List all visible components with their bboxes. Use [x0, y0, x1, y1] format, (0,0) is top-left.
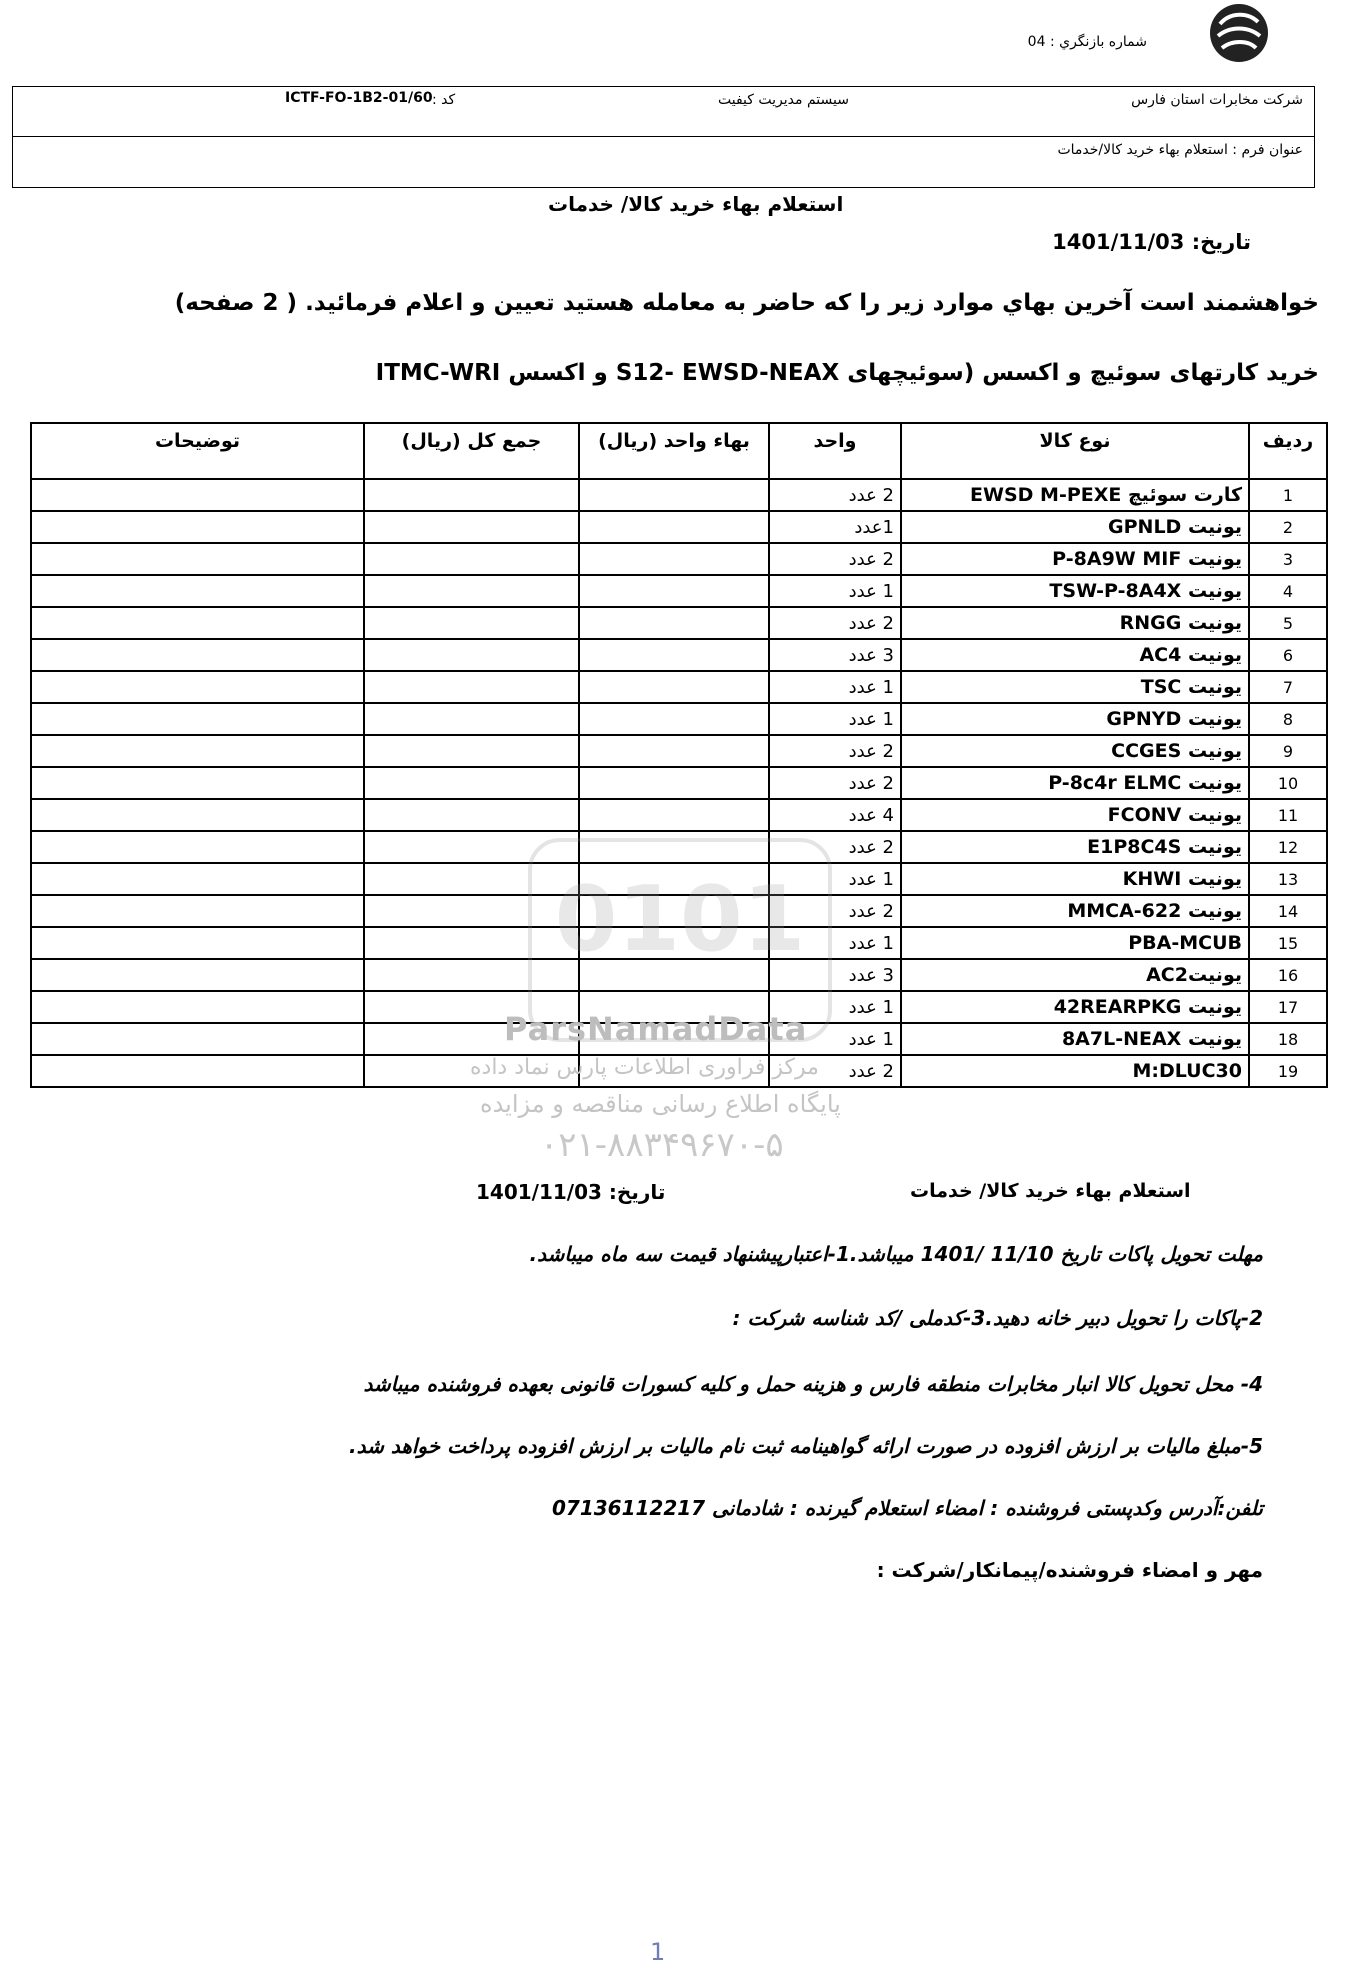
condition-line-2: 2-پاکات را تحویل دبیر خانه دهید.3-کدملی /کد شناسه شرکت : — [732, 1306, 1263, 1330]
footer-title: استعلام بهاء خريد کالا/ خدمات — [910, 1180, 1191, 1202]
notes-cell — [31, 799, 364, 831]
request-text: خواهشمند است آخرين بهاي موارد زير را که حاضر به معامله هستيد تعيين و اعلام فرمائيد. ( 2 صفحه) — [174, 290, 1319, 316]
notes-cell — [31, 671, 364, 703]
revision-number: شماره بازنگري : 04 — [1027, 34, 1147, 50]
notes-cell — [31, 511, 364, 543]
contact-line: تلفن:آدرس وکدپستی فروشنده : امضاء استعلام گیرنده : شادمانی 07136112217 — [552, 1496, 1263, 1520]
unit-cell: 2 عدد — [769, 543, 901, 575]
notes-cell — [31, 703, 364, 735]
row-number-cell: 4 — [1249, 575, 1327, 607]
condition-line-4: 5-مبلغ مالیات بر ارزش افزوده در صورت ارائه گواهینامه ثبت نام مالیات بر ارزش افزوده پرداخت خواهد شد. — [349, 1434, 1263, 1458]
notes-cell — [31, 479, 364, 511]
notes-cell — [31, 927, 364, 959]
unit-price-cell — [579, 895, 769, 927]
item-name-cell: یونیت GPNLD — [901, 511, 1249, 543]
notes-cell — [31, 735, 364, 767]
table-row — [31, 799, 1327, 831]
col-header-unit-price: بهاء واحد (ريال) — [579, 423, 769, 479]
table-row — [31, 767, 1327, 799]
total-cell — [364, 511, 579, 543]
unit-cell: 1 عدد — [769, 575, 901, 607]
notes-cell — [31, 863, 364, 895]
table-row — [31, 895, 1327, 927]
notes-cell — [31, 767, 364, 799]
row-number-cell: 3 — [1249, 543, 1327, 575]
unit-cell: 2 عدد — [769, 479, 901, 511]
item-name-cell: PBA-MCUB — [901, 927, 1249, 959]
unit-cell: 2 عدد — [769, 767, 901, 799]
total-cell — [364, 479, 579, 511]
system-name: سيستم مديريت کيفيت — [718, 92, 849, 108]
unit-price-cell — [579, 511, 769, 543]
unit-cell: 1عدد — [769, 511, 901, 543]
item-name-cell: یونیت RNGG — [901, 607, 1249, 639]
unit-price-cell — [579, 703, 769, 735]
item-name-cell: یونیت AC4 — [901, 639, 1249, 671]
unit-cell: 2 عدد — [769, 735, 901, 767]
unit-cell: 2 عدد — [769, 895, 901, 927]
condition-line-3: 4- محل تحویل کالا انبار مخابرات منطقه فارس و هزینه حمل و کلیه کسورات قانونی بعهده فروشنده میباشد — [363, 1372, 1263, 1396]
item-name-cell: یونیت TSW-P-8A4X — [901, 575, 1249, 607]
watermark-brand: ParsNamadData — [504, 1010, 808, 1048]
item-name-cell: یونیت MMCA-622 — [901, 895, 1249, 927]
item-name-cell: یونیت 42REARPKG — [901, 991, 1249, 1023]
item-name-cell: کارت سوئیچ EWSD M-PEXE — [901, 479, 1249, 511]
row-number-cell: 6 — [1249, 639, 1327, 671]
unit-cell: 2 عدد — [769, 831, 901, 863]
table-header-row — [31, 423, 1327, 479]
code-label: کد : — [432, 92, 456, 108]
item-name-cell: یونیتAC2 — [901, 959, 1249, 991]
subject-text: خرید کارتهای سوئیچ و اکسس (سوئیچهای S12- EWSD-NEAX و اکسس ITMC-WRI — [375, 360, 1319, 386]
unit-price-cell — [579, 607, 769, 639]
table-row — [31, 575, 1327, 607]
document-date: تاریخ: 1401/11/03 — [1052, 230, 1251, 254]
notes-cell — [31, 1055, 364, 1087]
row-number-cell: 12 — [1249, 831, 1327, 863]
company-logo-icon — [1208, 2, 1270, 64]
unit-price-cell — [579, 671, 769, 703]
unit-price-cell — [579, 639, 769, 671]
items-table — [30, 422, 1328, 1088]
col-header-row-number: رديف — [1249, 423, 1327, 479]
page-number: 1 — [650, 1938, 666, 1966]
item-name-cell: M:DLUC30 — [901, 1055, 1249, 1087]
unit-price-cell — [579, 863, 769, 895]
row-number-cell: 11 — [1249, 799, 1327, 831]
notes-cell — [31, 1023, 364, 1055]
item-name-cell: یونیت P-8c4r ELMC — [901, 767, 1249, 799]
item-name-cell: یونیت GPNYD — [901, 703, 1249, 735]
condition-line-1: مهلت تحویل پاکات تاریخ 11/10 /1401 میباشد.1-اعتبارپیشنهاد قیمت سه ماه میباشد. — [529, 1242, 1263, 1266]
table-row — [31, 831, 1327, 863]
unit-price-cell — [579, 959, 769, 991]
unit-cell: 1 عدد — [769, 1023, 901, 1055]
unit-price-cell — [579, 735, 769, 767]
table-row — [31, 703, 1327, 735]
row-number-cell: 17 — [1249, 991, 1327, 1023]
seal-signature-line: مهر و امضاء فروشنده/پیمانکار/شرکت : — [876, 1558, 1263, 1582]
col-header-notes: توضيحات — [31, 423, 364, 479]
total-cell — [364, 639, 579, 671]
row-number-cell: 8 — [1249, 703, 1327, 735]
col-header-unit: واحد — [769, 423, 901, 479]
unit-price-cell — [579, 927, 769, 959]
unit-price-cell — [579, 767, 769, 799]
notes-cell — [31, 895, 364, 927]
total-cell — [364, 799, 579, 831]
row-number-cell: 14 — [1249, 895, 1327, 927]
total-cell — [364, 863, 579, 895]
row-number-cell: 15 — [1249, 927, 1327, 959]
total-cell — [364, 671, 579, 703]
unit-price-cell — [579, 575, 769, 607]
notes-cell — [31, 831, 364, 863]
item-name-cell: یونیت CCGES — [901, 735, 1249, 767]
item-name-cell: یونیت TSC — [901, 671, 1249, 703]
watermark-phone: ۰۲۱-۸۸۳۴۹۶۷۰-۵ — [540, 1125, 784, 1165]
unit-cell: 2 عدد — [769, 1055, 901, 1087]
item-name-cell: یونیت E1P8C4S — [901, 831, 1249, 863]
row-number-cell: 2 — [1249, 511, 1327, 543]
total-cell — [364, 927, 579, 959]
total-cell — [364, 767, 579, 799]
table-row — [31, 863, 1327, 895]
col-header-total: جمع کل (ريال) — [364, 423, 579, 479]
row-number-cell: 16 — [1249, 959, 1327, 991]
header-divider — [12, 136, 1315, 137]
form-code: ICTF-FO-1B2-01/60 — [285, 90, 433, 106]
row-number-cell: 1 — [1249, 479, 1327, 511]
unit-price-cell — [579, 799, 769, 831]
table-row — [31, 607, 1327, 639]
total-cell — [364, 959, 579, 991]
row-number-cell: 9 — [1249, 735, 1327, 767]
table-row — [31, 735, 1327, 767]
notes-cell — [31, 959, 364, 991]
form-title: عنوان فرم : استعلام بهاء خريد کالا/خدمات — [1057, 142, 1303, 158]
watermark-line-1: مرکز فراوری اطلاعات پارس نماد داده — [470, 1055, 819, 1080]
notes-cell — [31, 607, 364, 639]
item-name-cell: یونیت P-8A9W MIF — [901, 543, 1249, 575]
unit-cell: 3 عدد — [769, 639, 901, 671]
unit-cell: 4 عدد — [769, 799, 901, 831]
total-cell — [364, 703, 579, 735]
notes-cell — [31, 543, 364, 575]
table-row — [31, 671, 1327, 703]
unit-cell: 2 عدد — [769, 607, 901, 639]
table-row — [31, 543, 1327, 575]
total-cell — [364, 575, 579, 607]
watermark-line-2: پایگاه اطلاع رسانی مناقصه و مزایده — [480, 1090, 841, 1118]
unit-cell: 1 عدد — [769, 927, 901, 959]
table-row — [31, 927, 1327, 959]
table-row — [31, 479, 1327, 511]
unit-cell: 1 عدد — [769, 671, 901, 703]
row-number-cell: 18 — [1249, 1023, 1327, 1055]
header-box — [12, 86, 1315, 188]
footer-date: تاریخ: 1401/11/03 — [476, 1180, 666, 1204]
table-row — [31, 959, 1327, 991]
item-name-cell: یونیت FCONV — [901, 799, 1249, 831]
row-number-cell: 7 — [1249, 671, 1327, 703]
svg-text:0101: 0101 — [554, 867, 806, 972]
row-number-cell: 5 — [1249, 607, 1327, 639]
table-row — [31, 639, 1327, 671]
total-cell — [364, 607, 579, 639]
total-cell — [364, 735, 579, 767]
row-number-cell: 19 — [1249, 1055, 1327, 1087]
unit-price-cell — [579, 479, 769, 511]
total-cell — [364, 543, 579, 575]
col-header-item-type: نوع کالا — [901, 423, 1249, 479]
unit-cell: 3 عدد — [769, 959, 901, 991]
total-cell — [364, 895, 579, 927]
unit-cell: 1 عدد — [769, 991, 901, 1023]
unit-cell: 1 عدد — [769, 863, 901, 895]
row-number-cell: 10 — [1249, 767, 1327, 799]
row-number-cell: 13 — [1249, 863, 1327, 895]
notes-cell — [31, 639, 364, 671]
unit-price-cell — [579, 543, 769, 575]
unit-price-cell — [579, 831, 769, 863]
total-cell — [364, 831, 579, 863]
item-name-cell: یونیت 8A7L-NEAX — [901, 1023, 1249, 1055]
notes-cell — [31, 991, 364, 1023]
unit-cell: 1 عدد — [769, 703, 901, 735]
item-name-cell: یونیت KHWI — [901, 863, 1249, 895]
company-name: شرکت مخابرات استان فارس — [1131, 92, 1303, 108]
page-title: استعلام بهاء خريد کالا/ خدمات — [548, 192, 844, 216]
notes-cell — [31, 575, 364, 607]
table-row — [31, 511, 1327, 543]
